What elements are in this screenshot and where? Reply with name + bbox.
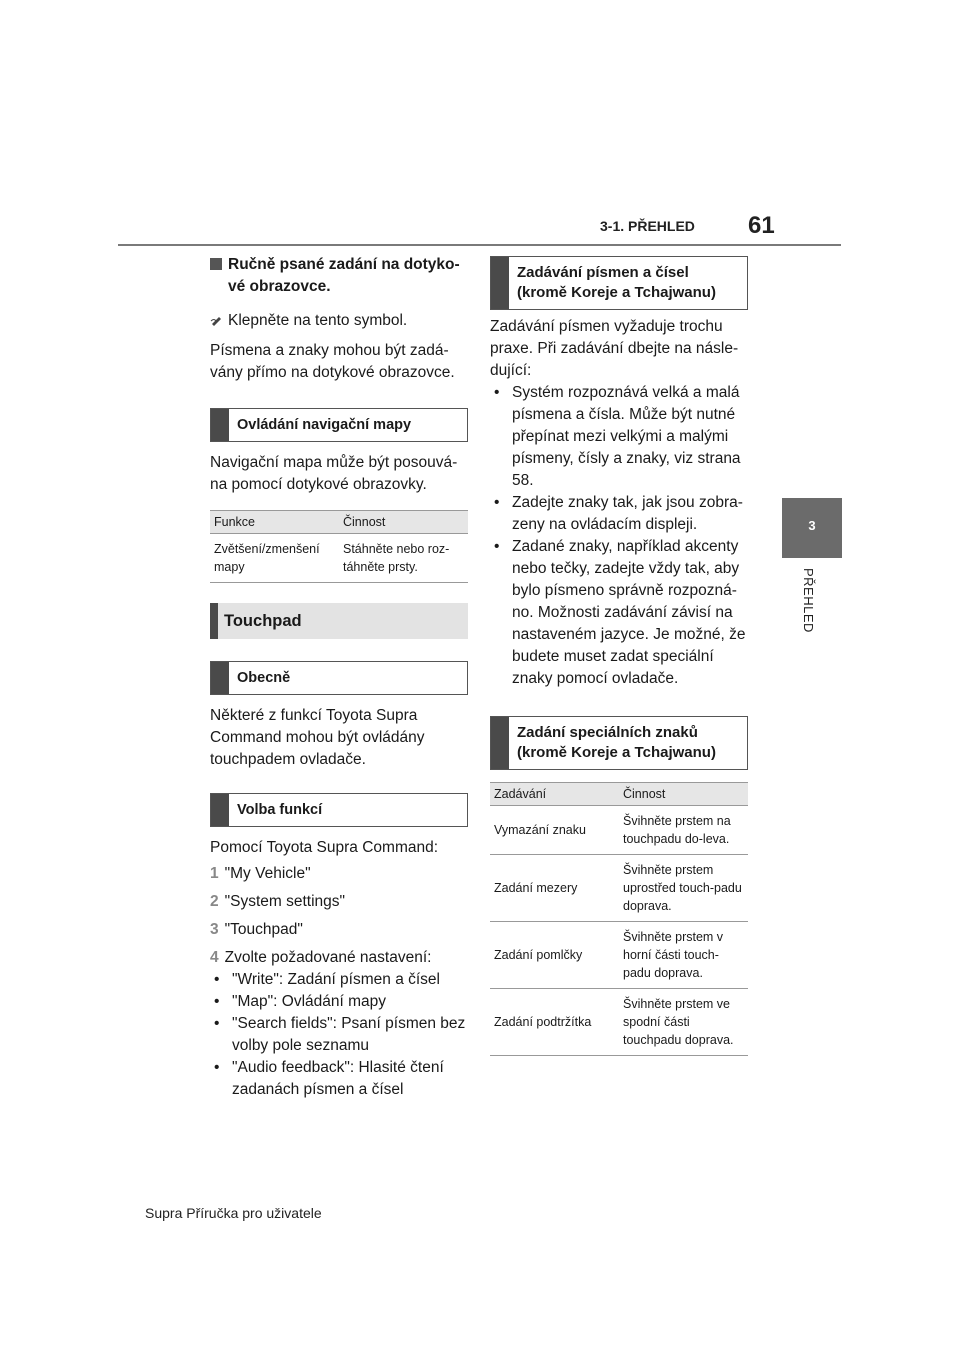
left-column [210, 254, 468, 1101]
step-item: 3 "Touchpad" [210, 921, 303, 938]
table-row: Zadání mezery Švihněte prstem uprostřed touch-padu doprava. [490, 855, 748, 922]
table-header: Zadávání [490, 783, 619, 806]
page-number: 61 [748, 212, 775, 239]
table-header: Činnost [619, 783, 748, 806]
handwriting-heading: Ručně psané zadání na dotyko-vé obrazovce. [210, 254, 468, 298]
list-item: • "Write": Zadání písmen a čísel [210, 969, 468, 991]
letters-bullet-list [490, 382, 748, 690]
tap-instruction: Klepněte na tento symbol. [210, 310, 468, 332]
handwriting-pencil-icon [210, 313, 224, 327]
box-general: Obecně [210, 661, 468, 695]
command-paragraph: Pomocí Toyota Supra Command: [210, 839, 439, 856]
chapter-number: 3 [808, 518, 816, 533]
section-title: 3-1. PŘEHLED [600, 218, 695, 234]
header-rule [118, 244, 841, 246]
map-functions-table [210, 510, 468, 583]
box-navigation-map: Ovládání navigační mapy [210, 408, 468, 442]
list-item: • "Search fields": Psaní písmen bez volby pole seznamu [210, 1013, 468, 1057]
box-letters-digits: Zadávání písmen a čísel (kromě Koreje a Tchajwanu) [490, 256, 748, 310]
box-touchpad: Touchpad [210, 603, 468, 639]
settings-bullet-list [210, 969, 468, 1101]
step-item: 2 "System settings" [210, 893, 346, 910]
table-header: Funkce [210, 511, 339, 534]
box-special-chars: Zadání speciálních znaků (kromě Koreje a Tchajwanu) [490, 716, 748, 770]
table-row: Zadání pomlčky Švihněte prstem v horní části touch-padu doprava. [490, 922, 748, 989]
footer-title: Supra Příručka pro uživatele [145, 1205, 322, 1221]
step-item: 1 "My Vehicle" [210, 865, 311, 882]
intro-paragraph: Písmena a znaky mohou být zadá-vány přímo na dotykové obrazovce. [210, 342, 455, 381]
table-row: Zvětšení/zmenšení mapy Stáhněte nebo roz-táhněte prsty. [210, 534, 468, 583]
box-select-functions: Volba funkcí [210, 793, 468, 827]
chapter-label: PŘEHLED [801, 568, 816, 633]
touchpad-paragraph: Některé z funkcí Toyota Supra Command mohou být ovládány touchpadem ovladače. [210, 707, 425, 768]
square-bullet-icon [210, 258, 222, 270]
nav-map-paragraph: Navigační mapa může být posouvá-na pomocí dotykové obrazovky. [210, 454, 458, 493]
table-row: Zadání podtržítka Švihněte prstem ve spodní části touchpadu doprava. [490, 989, 748, 1056]
list-item: • Zadejte znaky tak, jak jsou zobra-zeny na ovládacím displeji. [490, 492, 748, 536]
table-row: Vymazání znaku Švihněte prstem na touchpadu do-leva. [490, 806, 748, 855]
list-item: • "Audio feedback": Hlasité čtení zadanách písmen a čísel [210, 1057, 468, 1101]
list-item: • Systém rozpoznává velká a malá písmena a čísla. Může být nutné přepínat mezi velkými a malými písmeny, čísly a znaky, viz strana 58. [490, 382, 748, 492]
right-column [490, 256, 748, 1056]
steps-list [210, 863, 468, 969]
table-header: Činnost [339, 511, 468, 534]
list-item: • "Map": Ovládání mapy [210, 991, 468, 1013]
special-chars-table [490, 782, 748, 1056]
list-item: • Zadané znaky, například akcenty nebo tečky, zadejte vždy tak, aby bylo písmeno správně rozpozná-no. Možnosti zadávání závisí na nastaveném jazyce. Je možné, že budete muset zadat speciální znaky pomocí ovladače. [490, 536, 748, 690]
step-item: 4 Zvolte požadované nastavení: [210, 949, 432, 966]
letters-paragraph: Zadávání písmen vyžaduje trochu praxe. Při zadávání dbejte na násle-dující: [490, 318, 739, 379]
